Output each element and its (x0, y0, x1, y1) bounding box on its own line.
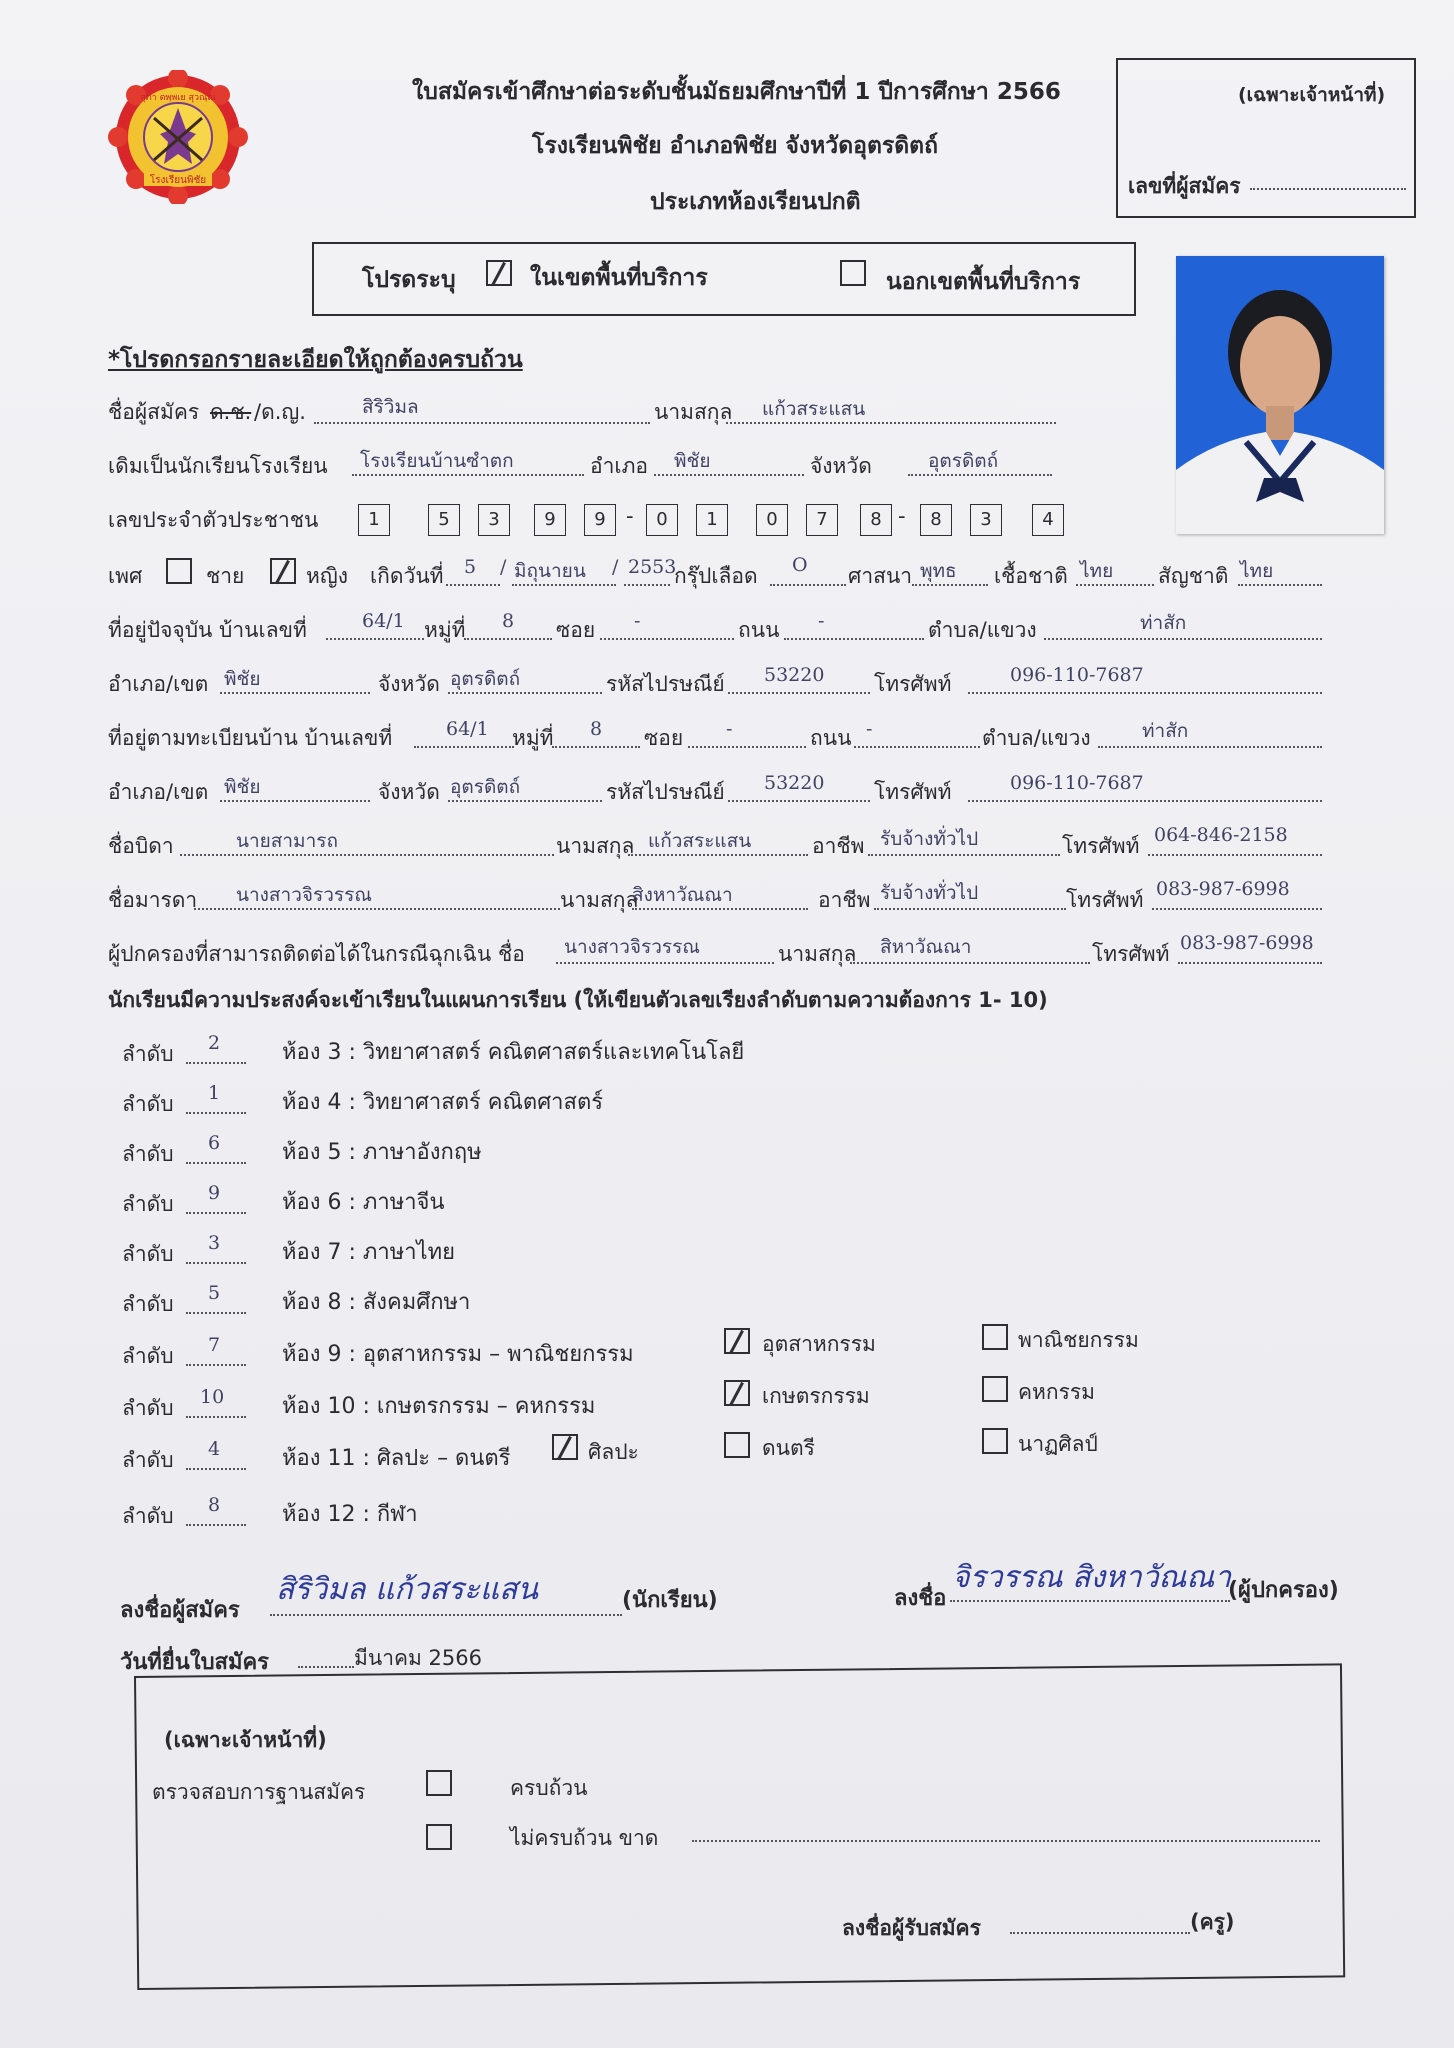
office-use-label: (เฉพาะเจ้าหน้าที่) (1238, 84, 1386, 106)
reg-moo-dots (552, 746, 640, 748)
plan-rank-value[interactable]: 8 (208, 1494, 221, 1516)
svg-text:โรงเรียนพิชัย: โรงเรียนพิชัย (149, 175, 207, 186)
cur-road-label: ถนน (738, 618, 780, 642)
plan-rank-dots (186, 1468, 246, 1470)
prev-district-label: อำเภอ (590, 454, 649, 478)
cur-moo-dots (464, 638, 552, 640)
plan-rank-dots (186, 1312, 246, 1314)
music-label: ดนตรี (762, 1436, 815, 1460)
guardian-name-value[interactable]: นางสาวจิรวรรณ (564, 936, 700, 958)
mother-name-value[interactable]: นางสาวจิรวรรณ (236, 884, 372, 906)
birth-year-dots (624, 584, 670, 586)
reg-soi-label: ซอย (644, 726, 684, 750)
male-checkbox[interactable] (166, 558, 192, 584)
plan-rank-value[interactable]: 6 (208, 1132, 221, 1154)
parent-signature[interactable]: จิรวรรณ สิงหาวัณณา (952, 1560, 1232, 1595)
plan-rank-value[interactable]: 10 (200, 1386, 225, 1408)
school-seal-icon (108, 70, 248, 204)
blood-dots (770, 584, 846, 586)
guardian-surname-value[interactable]: สิหาวัณณา (880, 936, 972, 958)
plan-rank-dots (186, 1364, 246, 1366)
cur-soi-label: ซอย (556, 618, 596, 642)
citizen-id-digit[interactable]: 0 (646, 504, 678, 536)
current-address-label: ที่อยู่ปัจจุบัน บ้านเลขที่ (108, 618, 307, 642)
cur-postcode-label: รหัสไปรษณีย์ (606, 672, 725, 696)
incomplete-label: ไม่ครบถ้วน ขาด (510, 1826, 659, 1850)
student-portrait-icon (1176, 256, 1384, 534)
nationality-label: สัญชาติ (1158, 564, 1229, 588)
industry-checkbox[interactable] (724, 1328, 750, 1354)
cur-moo-label: หมู่ที่ (424, 618, 466, 642)
dance-label: นาฏศิลป์ (1018, 1432, 1098, 1456)
plan-room-label: ห้อง 6 : ภาษาจีน (282, 1190, 445, 1215)
in-area-label: ในเขตพื้นที่บริการ (530, 265, 708, 291)
applicant-number-label: เลขที่ผู้สมัคร (1128, 174, 1241, 198)
reg-road-value[interactable]: - (866, 718, 873, 740)
staff-use-label: (เฉพาะเจ้าหน้าที่) (164, 1728, 327, 1752)
cur-postcode-dots (728, 692, 870, 694)
religion-value[interactable]: พุทธ (920, 560, 957, 582)
race-value[interactable]: ไทย (1080, 560, 1114, 582)
citizen-id-digit[interactable]: 9 (584, 504, 616, 536)
instruction-note: *โปรดกรอกรายละเอียดให้ถูกต้องครบถ้วน (108, 347, 523, 373)
race-label: เชื้อชาติ (994, 564, 1068, 588)
birth-slash-1: / (500, 556, 507, 578)
reg-postcode-label: รหัสไปรษณีย์ (606, 780, 725, 804)
submit-date-dots (298, 1666, 354, 1668)
sex-label: เพศ (108, 564, 143, 588)
plan-room-label: ห้อง 5 : ภาษาอังกฤษ (282, 1140, 482, 1165)
mother-job-dots (874, 908, 1066, 910)
mother-phone-value[interactable]: 083-987-6998 (1156, 878, 1290, 900)
prev-province-value[interactable]: อุตรดิตถ์ (928, 450, 999, 472)
reg-house-dots (414, 746, 514, 748)
citizen-id-digit[interactable]: 0 (756, 504, 788, 536)
blood-label: กรุ๊ปเลือด (674, 564, 758, 588)
plan-rank-value[interactable]: 9 (208, 1182, 221, 1204)
cur-soi-value[interactable]: - (634, 610, 641, 632)
reg-subdistrict-label: ตำบล/แขวง (982, 726, 1091, 750)
guardian-surname-label: นามสกุล (778, 942, 857, 966)
cur-phone-dots (968, 692, 1322, 694)
reg-moo-value[interactable]: 8 (590, 718, 603, 740)
plan-rank-value[interactable]: 2 (208, 1032, 221, 1054)
reg-province-label: จังหวัด (378, 780, 440, 804)
incomplete-checkbox[interactable] (426, 1824, 452, 1850)
birth-slash-2: / (612, 556, 619, 578)
prev-district-value[interactable]: พิชัย (674, 450, 711, 472)
guardian-surname-dots (850, 962, 1090, 964)
cur-soi-dots (600, 638, 734, 640)
prev-school-label: เดิมเป็นนักเรียนโรงเรียน (108, 454, 328, 478)
birth-day-dots (446, 584, 500, 586)
agriculture-checkbox[interactable] (724, 1380, 750, 1406)
plan-rank-dots (186, 1062, 246, 1064)
plan-rank-value[interactable]: 1 (208, 1082, 221, 1104)
mother-surname-value[interactable]: สิงหาวัณณา (632, 884, 733, 906)
reg-soi-value[interactable]: - (726, 718, 733, 740)
cur-district-value[interactable]: พิชัย (224, 668, 261, 690)
religion-label: ศาสนา (848, 564, 913, 588)
cur-postcode-value[interactable]: 53220 (764, 664, 825, 686)
plan-rank-dots (186, 1112, 246, 1114)
father-phone-label: โทรศัพท์ (1062, 834, 1140, 858)
male-label: ชาย (206, 564, 245, 588)
plan-rank-dots (186, 1162, 246, 1164)
mother-surname-label: นามสกุล (560, 888, 639, 912)
applicant-role: (นักเรียน) (622, 1588, 718, 1613)
mother-phone-label: โทรศัพท์ (1066, 888, 1144, 912)
cur-subdistrict-value[interactable]: ท่าสัก (1140, 612, 1187, 634)
homeec-label: คหกรรม (1018, 1380, 1096, 1404)
parent-sign-label: ลงชื่อ (894, 1586, 947, 1611)
dance-checkbox[interactable] (982, 1428, 1008, 1454)
plan-rank-label: ลำดับ (122, 1504, 174, 1528)
plans-heading: นักเรียนมีความประสงค์จะเข้าเรียนในแผนการเรียน (ให้เขียนตัวเลขเรียงลำดับตามความต้องการ 1- 10) (108, 988, 1048, 1012)
cur-phone-label: โทรศัพท์ (874, 672, 952, 696)
plan-rank-dots (186, 1212, 246, 1214)
citizen-id-digit[interactable]: 7 (806, 504, 838, 536)
nationality-value[interactable]: ไทย (1240, 560, 1274, 582)
female-checkbox[interactable] (270, 558, 296, 584)
father-surname-label: นามสกุล (556, 834, 635, 858)
reg-road-dots (854, 746, 980, 748)
plan-room-label: ห้อง 12 : กีฬา (282, 1502, 418, 1527)
reg-district-label: อำเภอ/เขต (108, 780, 209, 804)
prefix-girl: /ด.ญ. (254, 400, 306, 424)
guardian-phone-label: โทรศัพท์ (1092, 942, 1170, 966)
cur-moo-value[interactable]: 8 (502, 610, 515, 632)
plan-rank-value[interactable]: 5 (208, 1282, 221, 1304)
citizen-id-separator: - (898, 504, 906, 528)
plan-rank-value[interactable]: 7 (208, 1334, 221, 1356)
cur-house-dots (326, 638, 424, 640)
cur-phone-value[interactable]: 096-110-7687 (1010, 664, 1144, 686)
citizen-id-digit[interactable]: 1 (696, 504, 728, 536)
class-type: ประเภทห้องเรียนปกติ (650, 189, 861, 215)
reg-phone-label: โทรศัพท์ (874, 780, 952, 804)
reg-phone-value[interactable]: 096-110-7687 (1010, 772, 1144, 794)
svg-text:สุภา ตพฺพเย สุวณฺณ: สุภา ตพฺพเย สุวณฺณ (140, 93, 216, 103)
complete-checkbox[interactable] (426, 1770, 452, 1796)
blood-value[interactable]: O (792, 554, 808, 576)
guardian-label: ผู้ปกครองที่สามารถติดต่อได้ในกรณีฉุกเฉิน ชื่อ (108, 942, 525, 966)
homeec-checkbox[interactable] (982, 1376, 1008, 1402)
citizen-id-digit[interactable]: 5 (428, 504, 460, 536)
citizen-id-digit[interactable]: 3 (478, 504, 510, 536)
school-name: โรงเรียนพิชัย อำเภอพิชัย จังหวัดอุตรดิตถ์ (532, 133, 939, 159)
plan-rank-label: ลำดับ (122, 1042, 174, 1066)
plan-rank-label: ลำดับ (122, 1192, 174, 1216)
father-surname-value[interactable]: แก้วสระแสน (648, 830, 752, 852)
plan-rank-dots (186, 1524, 246, 1526)
reg-house-value[interactable]: 64/1 (446, 718, 489, 740)
reg-province-value[interactable]: อุตรดิตถ์ (450, 776, 521, 798)
applicant-photo (1176, 256, 1384, 534)
registered-address-label: ที่อยู่ตามทะเบียนบ้าน บ้านเลขที่ (108, 726, 393, 750)
plan-rank-label: ลำดับ (122, 1396, 174, 1420)
citizen-id-digit[interactable]: 9 (534, 504, 566, 536)
citizen-id-digit[interactable]: 1 (358, 504, 390, 536)
receiver-role: (ครู) (1190, 1910, 1235, 1934)
citizen-id-digit[interactable]: 8 (860, 504, 892, 536)
cur-subdistrict-dots (1044, 638, 1322, 640)
cur-road-value[interactable]: - (818, 610, 825, 632)
plan-rank-value[interactable]: 4 (208, 1438, 221, 1460)
applicant-sign-label: ลงชื่อผู้สมัคร (120, 1598, 240, 1623)
area-prompt: โปรดระบุ (362, 267, 456, 293)
cur-province-value[interactable]: อุตรดิตถ์ (450, 668, 521, 690)
applicant-number-field[interactable] (1250, 188, 1406, 190)
mother-label: ชื่อมารดา (108, 888, 198, 912)
plan-room-label: ห้อง 10 : เกษตรกรรม – คหกรรม (282, 1394, 596, 1419)
father-job-dots (868, 854, 1060, 856)
check-docs-label: ตรวจสอบการฐานสมัคร (152, 1780, 366, 1804)
father-phone-dots (1148, 854, 1322, 856)
plan-rank-label: ลำดับ (122, 1448, 174, 1472)
complete-label: ครบถ้วน (510, 1776, 588, 1800)
birth-month-value[interactable]: มิถุนายน (514, 560, 586, 582)
reg-postcode-dots (728, 800, 870, 802)
plan-room-label: ห้อง 8 : สังคมศึกษา (282, 1290, 471, 1315)
submit-date-value[interactable]: มีนาคม 2566 (354, 1646, 482, 1670)
reg-moo-label: หมู่ที่ (512, 726, 554, 750)
industry-label: อุตสาหกรรม (762, 1332, 876, 1356)
cur-subdistrict-label: ตำบล/แขวง (928, 618, 1037, 642)
missing-items-field[interactable] (692, 1840, 1320, 1842)
plan-rank-label: ลำดับ (122, 1292, 174, 1316)
reg-subdistrict-dots (1098, 746, 1322, 748)
out-area-checkbox[interactable] (840, 260, 866, 286)
guardian-phone-value[interactable]: 083-987-6998 (1180, 932, 1314, 954)
citizen-id-label: เลขประจำตัวประชาชน (108, 508, 319, 532)
first-name-value[interactable]: สิริวิมล (362, 396, 419, 418)
applicant-signature[interactable]: สิริวิมล แก้วสระแสน (276, 1572, 539, 1607)
father-name-value[interactable]: นายสามารถ (236, 830, 338, 852)
plan-rank-dots (186, 1262, 246, 1264)
art-checkbox[interactable] (552, 1434, 578, 1460)
birth-day-value[interactable]: 5 (464, 556, 477, 578)
citizen-id-digit[interactable]: 4 (1032, 504, 1064, 536)
cur-road-dots (784, 638, 924, 640)
prefix-boy-struck: ด.ช. (210, 400, 252, 424)
form-title: ใบสมัครเข้าศึกษาต่อระดับชั้นมัธยมศึกษาปีที่ 1 ปีการศึกษา 2566 (412, 79, 1061, 105)
birth-year-value[interactable]: 2553 (628, 556, 677, 578)
reg-district-value[interactable]: พิชัย (224, 776, 261, 798)
father-phone-value[interactable]: 064-846-2158 (1154, 824, 1288, 846)
mother-job-value[interactable]: รับจ้างทั่วไป (880, 882, 979, 904)
name-label: ชื่อผู้สมัคร (108, 400, 200, 424)
first-name-dots (314, 422, 650, 424)
female-label: หญิง (306, 564, 348, 588)
plan-room-label: ห้อง 9 : อุตสาหกรรม – พาณิชยกรรม (282, 1342, 634, 1367)
music-checkbox[interactable] (724, 1432, 750, 1458)
citizen-id-digit[interactable]: 8 (920, 504, 952, 536)
citizen-id-separator: - (626, 504, 634, 528)
in-area-checkbox[interactable] (486, 260, 512, 286)
agriculture-label: เกษตรกรรม (762, 1384, 870, 1408)
plan-rank-label: ลำดับ (122, 1092, 174, 1116)
cur-province-label: จังหวัด (378, 672, 440, 696)
art-label: ศิลปะ (588, 1440, 639, 1464)
guardian-name-dots (556, 962, 774, 964)
plan-rank-label: ลำดับ (122, 1242, 174, 1266)
guardian-phone-dots (1178, 962, 1322, 964)
cur-house-value[interactable]: 64/1 (362, 610, 405, 632)
surname-label: นามสกุล (654, 400, 733, 424)
reg-phone-dots (968, 800, 1322, 802)
commerce-checkbox[interactable] (982, 1324, 1008, 1350)
submit-date-label: วันที่ยื่นใบสมัคร (120, 1650, 269, 1675)
receiver-sign-field[interactable] (1010, 1932, 1190, 1934)
father-label: ชื่อบิดา (108, 834, 174, 858)
receiver-sign-label: ลงชื่อผู้รับสมัคร (842, 1916, 981, 1940)
parent-role: (ผู้ปกครอง) (1228, 1578, 1339, 1603)
commerce-label: พาณิชยกรรม (1018, 1328, 1139, 1352)
plan-rank-value[interactable]: 3 (208, 1232, 221, 1254)
reg-subdistrict-value[interactable]: ท่าสัก (1142, 720, 1189, 742)
reg-soi-dots (688, 746, 806, 748)
plan-rank-label: ลำดับ (122, 1344, 174, 1368)
plan-room-label: ห้อง 3 : วิทยาศาสตร์ คณิตศาสตร์และเทคโนโลยี (282, 1040, 745, 1065)
out-area-label: นอกเขตพื้นที่บริการ (886, 269, 1081, 295)
plan-rank-label: ลำดับ (122, 1142, 174, 1166)
reg-postcode-value[interactable]: 53220 (764, 772, 825, 794)
mother-job-label: อาชีพ (818, 888, 871, 912)
applicant-sign-dots (270, 1614, 622, 1616)
prev-school-value[interactable]: โรงเรียนบ้านซำตก (360, 450, 514, 472)
reg-road-label: ถนน (810, 726, 852, 750)
father-job-label: อาชีพ (812, 834, 865, 858)
plan-room-label: ห้อง 4 : วิทยาศาสตร์ คณิตศาสตร์ (282, 1090, 604, 1115)
staff-use-box (134, 1663, 1345, 1990)
surname-value[interactable]: แก้วสระแสน (762, 398, 866, 420)
plan-rank-dots (186, 1416, 246, 1418)
birth-label: เกิดวันที่ (370, 564, 444, 588)
plan-room-label: ห้อง 7 : ภาษาไทย (282, 1240, 456, 1265)
school-logo (108, 70, 248, 204)
plan-room-label: ห้อง 11 : ศิลปะ – ดนตรี (282, 1446, 511, 1471)
mother-phone-dots (1152, 908, 1322, 910)
citizen-id-digit[interactable]: 3 (970, 504, 1002, 536)
prev-province-label: จังหวัด (810, 454, 872, 478)
cur-district-label: อำเภอ/เขต (108, 672, 209, 696)
father-job-value[interactable]: รับจ้างทั่วไป (880, 828, 979, 850)
